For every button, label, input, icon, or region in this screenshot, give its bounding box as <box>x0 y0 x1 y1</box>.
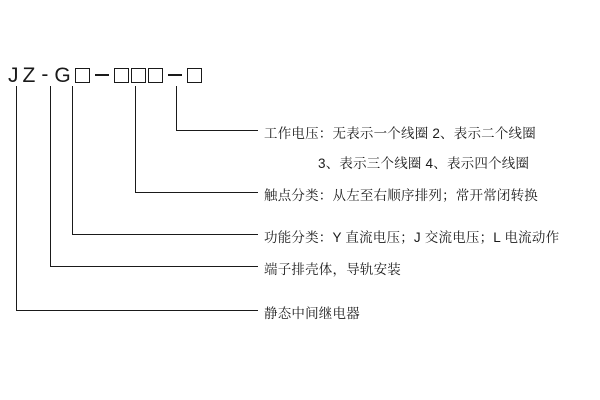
code-box-contact-3 <box>148 68 163 83</box>
code-box-voltage <box>187 68 202 83</box>
code-box-contact-2 <box>131 68 146 83</box>
callout-working-voltage-line1: 工作电压：无表示一个线圈 2、表示二个线圈 <box>264 126 536 141</box>
code-letter-z: Z <box>22 63 36 87</box>
leader-line-product-horizontal <box>16 310 258 311</box>
leader-line-housing-horizontal <box>50 266 258 267</box>
code-box-function <box>75 68 90 83</box>
code-box-contact-1 <box>114 68 129 83</box>
code-dash-2 <box>168 74 182 76</box>
code-hyphen-1: - <box>41 63 49 86</box>
code-dash-1 <box>95 74 109 76</box>
code-letter-j: J <box>8 63 19 87</box>
leader-line-contacts-horizontal <box>135 192 258 193</box>
callout-terminal-housing: 端子排壳体，导轨安装 <box>264 262 401 277</box>
model-code <box>8 60 202 90</box>
callout-function-classification: 功能分类：Y 直流电压；J 交流电压；L 电流动作 <box>264 230 560 245</box>
leader-line-housing-vertical <box>50 86 51 266</box>
code-letter-g: G <box>54 63 71 87</box>
leader-line-function-vertical <box>72 86 73 234</box>
callout-product-type: 静态中间继电器 <box>264 306 360 321</box>
leader-line-voltage-horizontal <box>176 130 258 131</box>
code-box-group-contacts <box>114 68 163 83</box>
callout-working-voltage-line2: 3、表示三个线圈 4、表示四个线圈 <box>318 156 530 171</box>
leader-line-function-horizontal <box>72 234 258 235</box>
leader-line-product-vertical <box>16 86 17 310</box>
leader-line-contacts-vertical <box>135 86 136 192</box>
callout-contact-classification: 触点分类：从左至右顺序排列；常开常闭转换 <box>264 188 538 203</box>
leader-line-voltage-vertical <box>176 86 177 130</box>
